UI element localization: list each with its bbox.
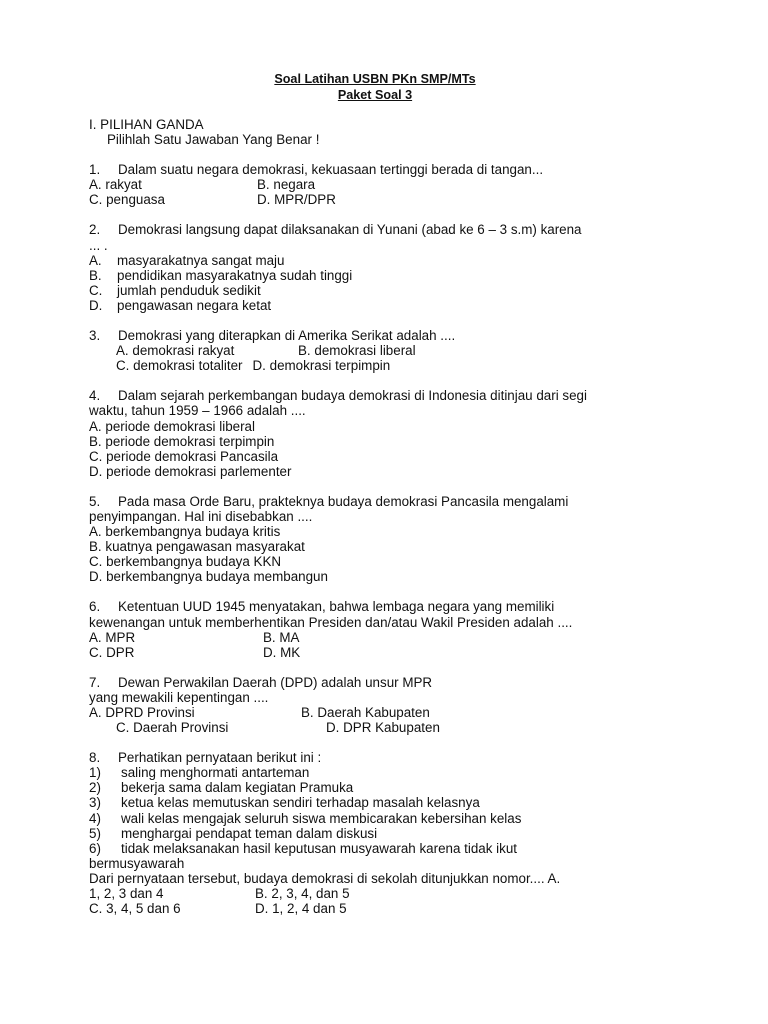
question-1	[89, 162, 689, 207]
question-8	[89, 750, 689, 916]
option-c: C. penguasa	[89, 192, 165, 208]
statement-text: menghargai pendapat teman dalam diskusi	[121, 825, 378, 841]
options-row	[89, 343, 689, 358]
statement-text: bekerja sama dalam kegiatan Pramuka	[121, 780, 354, 796]
option-b: B. 2, 3, 4, dan 5	[255, 886, 350, 902]
statement-number: 2)	[89, 780, 101, 796]
option-d: D. demokrasi terpimpin	[252, 358, 391, 374]
question-number: 7.	[89, 674, 101, 690]
option-a: A. periode demokrasi liberal	[89, 418, 255, 434]
section-multiple-choice	[89, 117, 689, 147]
option-a: A. berkembangnya budaya kritis	[89, 524, 281, 540]
document-page	[89, 72, 689, 916]
question-4	[89, 388, 689, 479]
question-text-continued: kewenangan untuk memberhentikan Presiden dan/atau Wakil Presiden adalah ....	[89, 614, 573, 630]
options-row	[89, 645, 689, 660]
option-c: C. Daerah Provinsi	[116, 720, 229, 736]
option-b: B. kuatnya pengawasan masyarakat	[89, 539, 305, 555]
question-number: 2.	[89, 222, 101, 238]
question-number: 5.	[89, 493, 101, 509]
statement-text: saling menghormati antarteman	[121, 765, 310, 781]
option-text: jumlah penduduk sedikit	[117, 282, 261, 298]
question-5	[89, 494, 689, 585]
question-text-continued: ... .	[89, 237, 108, 253]
option-c: C. 3, 4, 5 dan 6	[89, 901, 181, 917]
option-d: D. periode demokrasi parlementer	[89, 463, 292, 479]
option-letter: A.	[89, 252, 102, 268]
question-text: Dalam suatu negara demokrasi, kekuasaan tertinggi berada di tangan...	[118, 162, 544, 178]
option-text: masyarakatnya sangat maju	[117, 252, 285, 268]
option-b: B. Daerah Kabupaten	[301, 705, 430, 720]
options-row	[89, 901, 689, 916]
statement-5	[89, 826, 689, 841]
question-7	[89, 675, 689, 735]
options-row	[89, 192, 689, 207]
question-number: 8.	[89, 750, 101, 766]
question-6	[89, 599, 689, 659]
option-b	[89, 268, 689, 283]
option-c: C. berkembangnya budaya KKN	[89, 554, 282, 570]
option-letter: B.	[89, 267, 102, 283]
statement-number: 1)	[89, 765, 101, 781]
option-text: pendidikan masyarakatnya sudah tinggi	[117, 267, 353, 283]
statement-number: 3)	[89, 795, 101, 811]
option-letter: D.	[89, 297, 103, 313]
option-b: B. periode demokrasi terpimpin	[89, 433, 275, 449]
options-row	[89, 720, 689, 735]
section-instruction: Pilihlah Satu Jawaban Yang Benar !	[107, 132, 320, 148]
option-d: D. MPR/DPR	[257, 192, 336, 208]
question-prompt: Dari pernyataan tersebut, budaya demokrasi di sekolah ditunjukkan nomor.... A.	[89, 870, 561, 886]
question-text: Pada masa Orde Baru, prakteknya budaya demokrasi Pancasila mengalami	[118, 493, 569, 509]
option-d: D. berkembangnya budaya membangun	[89, 569, 328, 585]
statement-text: tidak melaksanakan hasil keputusan musyawarah karena tidak ikut	[121, 840, 517, 856]
question-text: Ketentuan UUD 1945 menyatakan, bahwa lembaga negara yang memiliki	[118, 599, 555, 615]
option-c: C. periode demokrasi Pancasila	[89, 448, 279, 464]
option-a: A. MPR	[89, 629, 136, 645]
option-d	[89, 298, 689, 313]
question-text: Demokrasi yang diterapkan di Amerika Serikat adalah ....	[118, 328, 456, 344]
question-number: 1.	[89, 162, 101, 178]
option-a	[89, 253, 689, 268]
options-row	[89, 705, 689, 720]
statement-6-continued: bermusyawarah	[89, 855, 185, 871]
statement-number: 6)	[89, 840, 101, 856]
options-row	[89, 630, 689, 645]
option-text: pengawasan negara ketat	[117, 297, 272, 313]
document-title: Soal Latihan USBN PKn SMP/MTs	[274, 72, 476, 86]
option-c	[89, 283, 689, 298]
statement-1	[89, 765, 689, 780]
options-row	[89, 177, 689, 192]
statement-number: 5)	[89, 825, 101, 841]
question-number: 4.	[89, 388, 101, 404]
question-text-continued: penyimpangan. Hal ini disebabkan ....	[89, 508, 313, 524]
options-row	[89, 358, 689, 373]
question-text: Dewan Perwakilan Daerah (DPD) adalah unsur MPR	[118, 674, 433, 690]
section-heading: I. PILIHAN GANDA	[89, 117, 204, 132]
option-d: D. MK	[263, 644, 301, 660]
question-text-continued: yang mewakili kepentingan ....	[89, 689, 269, 705]
option-a: 1, 2, 3 dan 4	[89, 886, 164, 902]
option-d: D. DPR Kabupaten	[326, 720, 440, 736]
option-a: A. demokrasi rakyat	[116, 343, 235, 359]
option-b: B. MA	[263, 629, 300, 645]
question-text-continued: waktu, tahun 1959 – 1966 adalah ....	[89, 403, 306, 419]
options-row	[89, 886, 689, 901]
statement-text: wali kelas mengajak seluruh siswa membicarakan kebersihan kelas	[121, 810, 522, 826]
statement-number: 4)	[89, 810, 101, 826]
statement-3	[89, 795, 689, 810]
statement-2	[89, 780, 689, 795]
statement-4	[89, 811, 689, 826]
option-c: C. DPR	[89, 644, 135, 660]
question-3	[89, 328, 689, 373]
document-subtitle: Paket Soal 3	[337, 87, 413, 102]
option-b: B. demokrasi liberal	[298, 343, 416, 359]
option-d: D. 1, 2, 4 dan 5	[255, 901, 347, 917]
question-number: 3.	[89, 328, 101, 344]
statement-6	[89, 841, 689, 856]
question-number: 6.	[89, 599, 101, 615]
option-letter: C.	[89, 282, 103, 298]
question-text: Perhatikan pernyataan berikut ini :	[118, 750, 322, 766]
statement-text: ketua kelas memutuskan sendiri terhadap masalah kelasnya	[121, 795, 480, 811]
question-text: Dalam sejarah perkembangan budaya demokrasi di Indonesia ditinjau dari segi	[118, 388, 587, 404]
option-b: B. negara	[257, 177, 316, 193]
option-a: A. rakyat	[89, 177, 142, 193]
question-text: Demokrasi langsung dapat dilaksanakan di Yunani (abad ke 6 – 3 s.m) karena	[118, 222, 582, 238]
question-2	[89, 222, 689, 313]
option-c: C. demokrasi totaliter	[116, 358, 243, 374]
option-a: A. DPRD Provinsi	[89, 705, 195, 720]
